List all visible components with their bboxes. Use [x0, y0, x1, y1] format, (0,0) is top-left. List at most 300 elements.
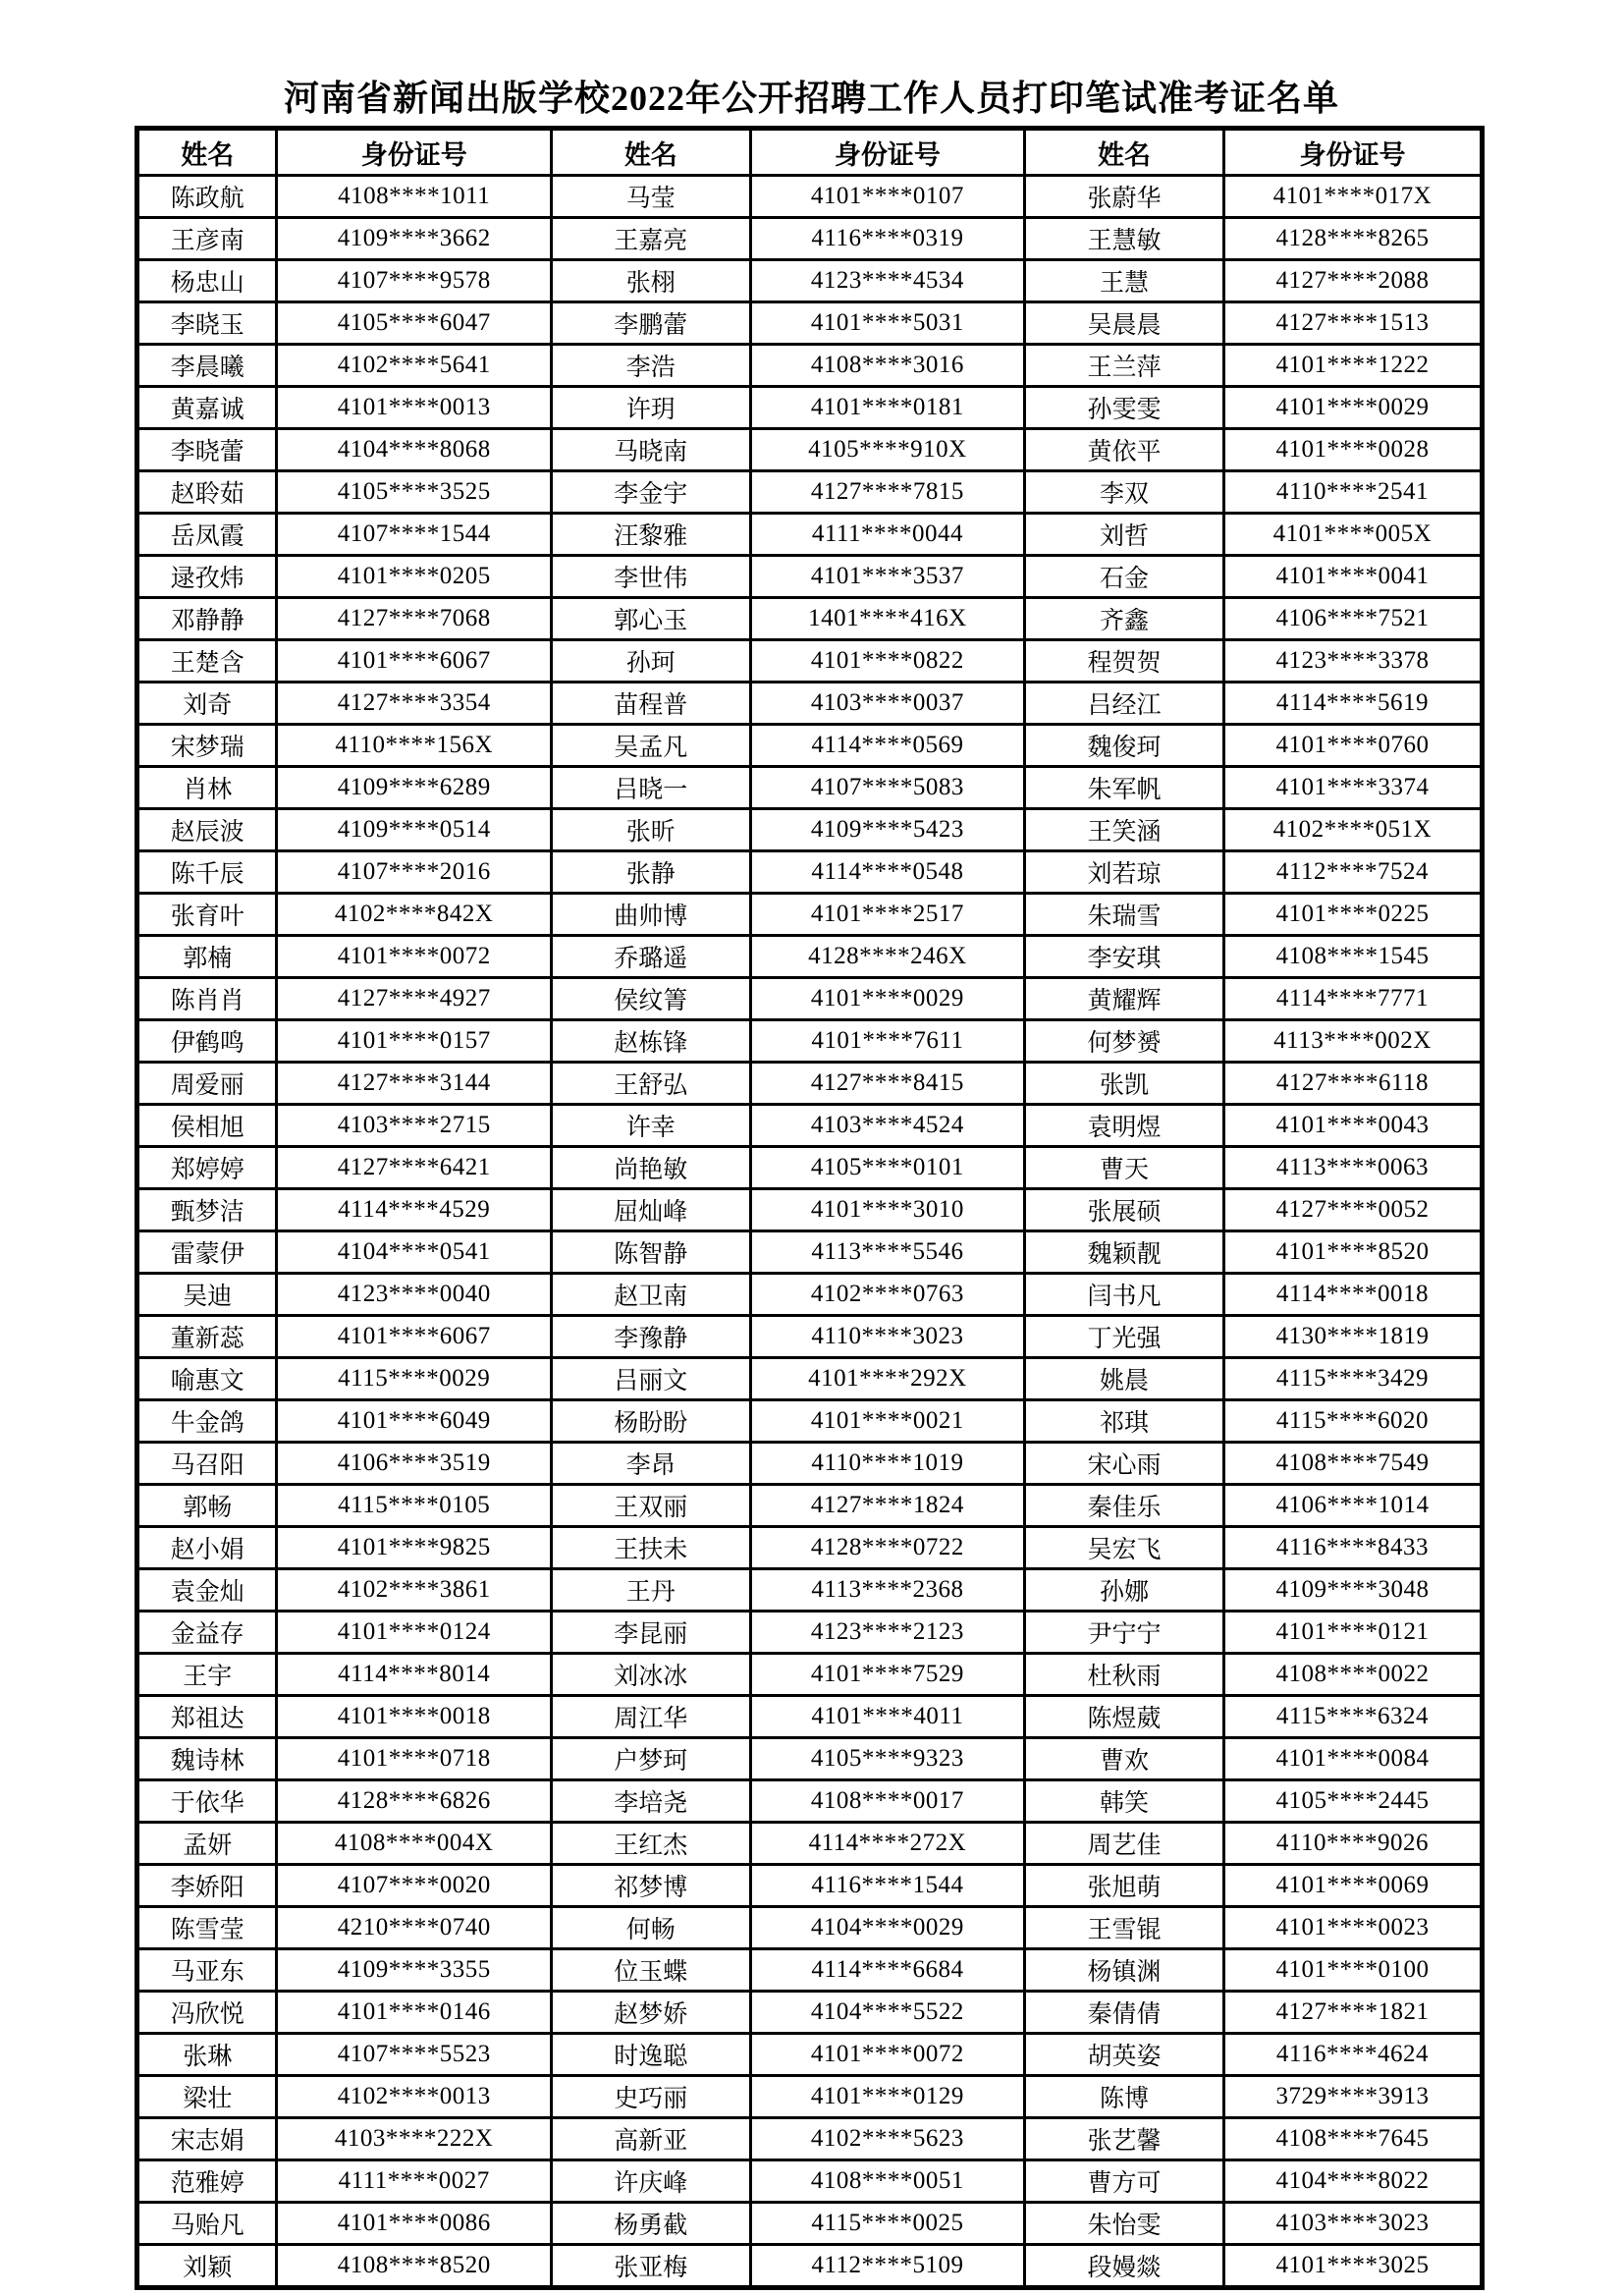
id-number-cell: 4115****0029: [277, 1358, 551, 1400]
table-row: [137, 471, 1483, 514]
id-number-cell: 4102****0763: [750, 1274, 1024, 1316]
name-cell: 孙雯雯: [1025, 387, 1224, 429]
name-cell: 许玥: [551, 387, 750, 429]
name-cell: 张静: [551, 851, 750, 894]
name-cell: 陈智静: [551, 1231, 750, 1274]
id-number-cell: 4101****6067: [277, 640, 551, 683]
header-name-3: 姓名: [1025, 129, 1224, 176]
table-row: [137, 683, 1483, 725]
id-number-cell: 4115****6020: [1223, 1400, 1482, 1443]
name-cell: 赵栋锋: [551, 1020, 750, 1063]
name-cell: 程贺贺: [1025, 640, 1224, 683]
table-row: [137, 894, 1483, 936]
name-cell: 史巧丽: [551, 2076, 750, 2118]
name-cell: 李晓玉: [137, 302, 277, 345]
name-cell: 孟妍: [137, 1823, 277, 1865]
id-number-cell: 4103****4524: [750, 1105, 1024, 1147]
name-cell: 周艺佳: [1025, 1823, 1224, 1865]
id-number-cell: 4108****0051: [750, 2160, 1024, 2203]
id-number-cell: 4116****4624: [1223, 2034, 1482, 2076]
id-number-cell: 4114****0548: [750, 851, 1024, 894]
name-cell: 吴迪: [137, 1274, 277, 1316]
id-number-cell: 4101****9825: [277, 1527, 551, 1569]
name-cell: 梁壮: [137, 2076, 277, 2118]
id-number-cell: 4108****7645: [1223, 2118, 1482, 2160]
table-row: [137, 1400, 1483, 1443]
id-number-cell: 4116****0319: [750, 218, 1024, 260]
id-number-cell: 4114****272X: [750, 1823, 1024, 1865]
name-cell: 魏颖靓: [1025, 1231, 1224, 1274]
id-number-cell: 4105****6047: [277, 302, 551, 345]
id-number-cell: 4123****4534: [750, 260, 1024, 302]
id-number-cell: 4112****5109: [750, 2245, 1024, 2288]
id-number-cell: 4105****910X: [750, 429, 1024, 471]
name-cell: 魏俊珂: [1025, 725, 1224, 767]
name-cell: 孙娜: [1025, 1569, 1224, 1612]
id-number-cell: 4123****0040: [277, 1274, 551, 1316]
name-cell: 张琳: [137, 2034, 277, 2076]
name-cell: 王慧: [1025, 260, 1224, 302]
name-cell: 王红杰: [551, 1823, 750, 1865]
id-number-cell: 4108****0022: [1223, 1654, 1482, 1696]
id-number-cell: 4101****0157: [277, 1020, 551, 1063]
id-number-cell: 4104****5522: [750, 1992, 1024, 2034]
table-body: [137, 176, 1483, 2288]
header-name-1: 姓名: [137, 129, 277, 176]
id-number-cell: 4101****7529: [750, 1654, 1024, 1696]
name-cell: 赵聆茹: [137, 471, 277, 514]
table-row: [137, 2160, 1483, 2203]
table-row: [137, 1907, 1483, 1949]
id-number-cell: 4108****1011: [277, 176, 551, 218]
id-number-cell: 4105****0101: [750, 1147, 1024, 1189]
name-cell: 李浩: [551, 345, 750, 387]
name-cell: 张亚梅: [551, 2245, 750, 2288]
id-number-cell: 4101****0013: [277, 387, 551, 429]
id-number-cell: 4110****1019: [750, 1443, 1024, 1485]
name-cell: 王彦南: [137, 218, 277, 260]
id-number-cell: 4101****0181: [750, 387, 1024, 429]
name-cell: 侯纹箐: [551, 978, 750, 1020]
id-number-cell: 4123****3378: [1223, 640, 1482, 683]
name-cell: 李晨曦: [137, 345, 277, 387]
id-number-cell: 4114****6684: [750, 1949, 1024, 1992]
name-cell: 黄嘉诚: [137, 387, 277, 429]
id-number-cell: 4106****1014: [1223, 1485, 1482, 1527]
name-cell: 逯孜炜: [137, 556, 277, 598]
table-row: [137, 345, 1483, 387]
id-number-cell: 4101****005X: [1223, 514, 1482, 556]
table-row: [137, 1443, 1483, 1485]
name-cell: 王楚含: [137, 640, 277, 683]
table-row: [137, 2203, 1483, 2245]
name-cell: 李昂: [551, 1443, 750, 1485]
name-cell: 宋志娟: [137, 2118, 277, 2160]
id-number-cell: 4127****1513: [1223, 302, 1482, 345]
name-cell: 马莹: [551, 176, 750, 218]
id-number-cell: 4102****5641: [277, 345, 551, 387]
id-number-cell: 4105****2445: [1223, 1780, 1482, 1823]
name-cell: 吴宏飞: [1025, 1527, 1224, 1569]
name-cell: 吕经江: [1025, 683, 1224, 725]
id-number-cell: 4210****0740: [277, 1907, 551, 1949]
table-row: [137, 767, 1483, 809]
name-cell: 李豫静: [551, 1316, 750, 1358]
table-row: [137, 1780, 1483, 1823]
id-number-cell: 4101****017X: [1223, 176, 1482, 218]
id-number-cell: 4108****8520: [277, 2245, 551, 2288]
name-cell: 王宇: [137, 1654, 277, 1696]
id-number-cell: 4103****2715: [277, 1105, 551, 1147]
id-number-cell: 4101****0225: [1223, 894, 1482, 936]
table-row: [137, 1231, 1483, 1274]
name-cell: 李双: [1025, 471, 1224, 514]
id-number-cell: 4101****0107: [750, 176, 1024, 218]
id-number-cell: 4102****5623: [750, 2118, 1024, 2160]
name-cell: 石金: [1025, 556, 1224, 598]
name-cell: 张蔚华: [1025, 176, 1224, 218]
id-number-cell: 4101****0124: [277, 1612, 551, 1654]
table-row: [137, 1696, 1483, 1738]
table-row: [137, 1949, 1483, 1992]
id-number-cell: 4108****1545: [1223, 936, 1482, 978]
id-number-cell: 4107****5083: [750, 767, 1024, 809]
id-number-cell: 4127****1824: [750, 1485, 1024, 1527]
id-number-cell: 4109****3355: [277, 1949, 551, 1992]
name-cell: 祁梦博: [551, 1865, 750, 1907]
table-row: [137, 851, 1483, 894]
id-number-cell: 4110****3023: [750, 1316, 1024, 1358]
id-number-cell: 4108****3016: [750, 345, 1024, 387]
id-number-cell: 4108****0017: [750, 1780, 1024, 1823]
name-cell: 张展硕: [1025, 1189, 1224, 1231]
name-cell: 朱军帆: [1025, 767, 1224, 809]
name-cell: 高新亚: [551, 2118, 750, 2160]
name-cell: 李晓蕾: [137, 429, 277, 471]
name-cell: 范雅婷: [137, 2160, 277, 2203]
name-cell: 郑祖达: [137, 1696, 277, 1738]
name-cell: 苗程普: [551, 683, 750, 725]
id-number-cell: 4114****4529: [277, 1189, 551, 1231]
name-cell: 王兰萍: [1025, 345, 1224, 387]
id-number-cell: 4127****6118: [1223, 1063, 1482, 1105]
name-cell: 杨盼盼: [551, 1400, 750, 1443]
table-row: [137, 1992, 1483, 2034]
name-cell: 孙珂: [551, 640, 750, 683]
name-cell: 王笑涵: [1025, 809, 1224, 851]
id-number-cell: 4103****0037: [750, 683, 1024, 725]
id-number-cell: 4106****7521: [1223, 598, 1482, 640]
name-cell: 何梦赟: [1025, 1020, 1224, 1063]
id-number-cell: 4111****0044: [750, 514, 1024, 556]
id-number-cell: 4101****0072: [750, 2034, 1024, 2076]
name-cell: 王慧敏: [1025, 218, 1224, 260]
id-number-cell: 4127****3144: [277, 1063, 551, 1105]
table-row: [137, 1063, 1483, 1105]
table-row: [137, 260, 1483, 302]
id-number-cell: 4110****2541: [1223, 471, 1482, 514]
id-number-cell: 4115****0025: [750, 2203, 1024, 2245]
id-number-cell: 4107****2016: [277, 851, 551, 894]
table-row: [137, 1823, 1483, 1865]
name-cell: 刘颖: [137, 2245, 277, 2288]
table-row: [137, 598, 1483, 640]
id-number-cell: 4101****0029: [1223, 387, 1482, 429]
name-cell: 陈千辰: [137, 851, 277, 894]
id-number-cell: 4101****0760: [1223, 725, 1482, 767]
id-number-cell: 4101****2517: [750, 894, 1024, 936]
name-cell: 宋梦瑞: [137, 725, 277, 767]
id-number-cell: 4101****0121: [1223, 1612, 1482, 1654]
name-cell: 段嫚燚: [1025, 2245, 1224, 2288]
name-cell: 吴孟凡: [551, 725, 750, 767]
id-number-cell: 4101****6067: [277, 1316, 551, 1358]
id-number-cell: 4127****7068: [277, 598, 551, 640]
id-number-cell: 4101****0822: [750, 640, 1024, 683]
name-cell: 陈政航: [137, 176, 277, 218]
id-number-cell: 4101****0043: [1223, 1105, 1482, 1147]
name-cell: 李鹏蕾: [551, 302, 750, 345]
table-row: [137, 218, 1483, 260]
name-cell: 尹宁宁: [1025, 1612, 1224, 1654]
id-number-cell: 4127****1821: [1223, 1992, 1482, 2034]
table-row: [137, 1105, 1483, 1147]
id-number-cell: 4114****0569: [750, 725, 1024, 767]
name-cell: 牛金鸽: [137, 1400, 277, 1443]
id-number-cell: 4104****0541: [277, 1231, 551, 1274]
name-cell: 姚晨: [1025, 1358, 1224, 1400]
id-number-cell: 4128****6826: [277, 1780, 551, 1823]
id-number-cell: 4113****5546: [750, 1231, 1024, 1274]
table-row: [137, 1189, 1483, 1231]
name-cell: 吕丽文: [551, 1358, 750, 1400]
name-cell: 赵辰波: [137, 809, 277, 851]
name-cell: 秦倩倩: [1025, 1992, 1224, 2034]
id-number-cell: 4101****0146: [277, 1992, 551, 2034]
name-cell: 刘若琼: [1025, 851, 1224, 894]
id-number-cell: 4101****3010: [750, 1189, 1024, 1231]
name-cell: 冯欣悦: [137, 1992, 277, 2034]
name-cell: 王双丽: [551, 1485, 750, 1527]
table-row: [137, 1485, 1483, 1527]
id-number-cell: 4101****1222: [1223, 345, 1482, 387]
table-row: [137, 1865, 1483, 1907]
id-number-cell: 4101****0069: [1223, 1865, 1482, 1907]
table-row: [137, 514, 1483, 556]
name-cell: 侯相旭: [137, 1105, 277, 1147]
id-number-cell: 4101****0205: [277, 556, 551, 598]
name-cell: 吴晨晨: [1025, 302, 1224, 345]
name-cell: 雷蒙伊: [137, 1231, 277, 1274]
id-number-cell: 4116****1544: [750, 1865, 1024, 1907]
id-number-cell: 4109****6289: [277, 767, 551, 809]
id-number-cell: 4107****1544: [277, 514, 551, 556]
name-cell: 张旭萌: [1025, 1865, 1224, 1907]
table-row: [137, 2118, 1483, 2160]
page-title: 河南省新闻出版学校2022年公开招聘工作人员打印笔试准考证名单: [283, 79, 1339, 118]
name-cell: 张育叶: [137, 894, 277, 936]
name-cell: 郑婷婷: [137, 1147, 277, 1189]
name-cell: 曲帅博: [551, 894, 750, 936]
id-number-cell: 4103****3023: [1223, 2203, 1482, 2245]
name-cell: 黄依平: [1025, 429, 1224, 471]
name-cell: 赵小娟: [137, 1527, 277, 1569]
name-cell: 李世伟: [551, 556, 750, 598]
id-number-cell: 4108****004X: [277, 1823, 551, 1865]
id-number-cell: 4101****0084: [1223, 1738, 1482, 1780]
id-number-cell: 4113****002X: [1223, 1020, 1482, 1063]
name-cell: 刘哲: [1025, 514, 1224, 556]
name-cell: 何畅: [551, 1907, 750, 1949]
name-cell: 杨勇截: [551, 2203, 750, 2245]
name-cell: 祁琪: [1025, 1400, 1224, 1443]
name-cell: 杨镇渊: [1025, 1949, 1224, 1992]
id-number-cell: 4104****0029: [750, 1907, 1024, 1949]
header-id-number-1: 身份证号: [277, 129, 551, 176]
table-row: [137, 2034, 1483, 2076]
name-cell: 朱瑞雪: [1025, 894, 1224, 936]
header-id-number-2: 身份证号: [750, 129, 1024, 176]
table-row: [137, 640, 1483, 683]
name-cell: 位玉蝶: [551, 1949, 750, 1992]
name-cell: 魏诗林: [137, 1738, 277, 1780]
id-number-cell: 4107****9578: [277, 260, 551, 302]
id-number-cell: 4108****7549: [1223, 1443, 1482, 1485]
name-cell: 王舒弘: [551, 1063, 750, 1105]
name-cell: 王丹: [551, 1569, 750, 1612]
id-number-cell: 4113****0063: [1223, 1147, 1482, 1189]
id-number-cell: 4104****8022: [1223, 2160, 1482, 2203]
name-cell: 肖林: [137, 767, 277, 809]
table-row: [137, 176, 1483, 218]
id-number-cell: 4114****0018: [1223, 1274, 1482, 1316]
id-number-cell: 4101****0018: [277, 1696, 551, 1738]
id-number-cell: 4127****2088: [1223, 260, 1482, 302]
id-number-cell: 4101****5031: [750, 302, 1024, 345]
name-cell: 韩笑: [1025, 1780, 1224, 1823]
name-cell: 杜秋雨: [1025, 1654, 1224, 1696]
name-cell: 户梦珂: [551, 1738, 750, 1780]
id-number-cell: 4109****3662: [277, 218, 551, 260]
id-number-cell: 4102****842X: [277, 894, 551, 936]
name-cell: 赵梦娇: [551, 1992, 750, 2034]
id-number-cell: 4101****0100: [1223, 1949, 1482, 1992]
name-cell: 马亚东: [137, 1949, 277, 1992]
id-number-cell: 4111****0027: [277, 2160, 551, 2203]
name-cell: 马晓南: [551, 429, 750, 471]
name-cell: 陈肖肖: [137, 978, 277, 1020]
name-cell: 王嘉亮: [551, 218, 750, 260]
id-number-cell: 4128****246X: [750, 936, 1024, 978]
id-number-cell: 4102****051X: [1223, 809, 1482, 851]
table-row: [137, 1020, 1483, 1063]
id-number-cell: 4101****0029: [750, 978, 1024, 1020]
name-cell: 马召阳: [137, 1443, 277, 1485]
name-cell: 甄梦洁: [137, 1189, 277, 1231]
id-number-cell: 4101****3374: [1223, 767, 1482, 809]
name-cell: 尚艳敏: [551, 1147, 750, 1189]
id-number-cell: 4105****3525: [277, 471, 551, 514]
name-cell: 王扶未: [551, 1527, 750, 1569]
name-cell: 屈灿峰: [551, 1189, 750, 1231]
name-cell: 张艺馨: [1025, 2118, 1224, 2160]
name-cell: 董新蕊: [137, 1316, 277, 1358]
id-number-cell: 4114****5619: [1223, 683, 1482, 725]
name-cell: 王雪锟: [1025, 1907, 1224, 1949]
table-row: [137, 1654, 1483, 1696]
table-row: [137, 2245, 1483, 2288]
id-number-cell: 4114****8014: [277, 1654, 551, 1696]
name-cell: 李安琪: [1025, 936, 1224, 978]
name-cell: 黄耀辉: [1025, 978, 1224, 1020]
name-cell: 闫书凡: [1025, 1274, 1224, 1316]
table-row: [137, 302, 1483, 345]
header-name-2: 姓名: [551, 129, 750, 176]
table-row: [137, 725, 1483, 767]
id-number-cell: 4101****0072: [277, 936, 551, 978]
id-number-cell: 4101****0129: [750, 2076, 1024, 2118]
name-cell: 张凯: [1025, 1063, 1224, 1105]
name-cell: 郭楠: [137, 936, 277, 978]
name-cell: 杨忠山: [137, 260, 277, 302]
table-row: [137, 1612, 1483, 1654]
id-number-cell: 4101****3537: [750, 556, 1024, 598]
name-cell: 许庆峰: [551, 2160, 750, 2203]
name-cell: 喻惠文: [137, 1358, 277, 1400]
name-cell: 于依华: [137, 1780, 277, 1823]
table-header-row: [137, 129, 1483, 176]
name-cell: 刘奇: [137, 683, 277, 725]
name-cell: 邓静静: [137, 598, 277, 640]
name-cell: 刘冰冰: [551, 1654, 750, 1696]
id-number-cell: 1401****416X: [750, 598, 1024, 640]
id-number-cell: 4102****3861: [277, 1569, 551, 1612]
id-number-cell: 4115****3429: [1223, 1358, 1482, 1400]
id-number-cell: 4115****0105: [277, 1485, 551, 1527]
name-cell: 朱怡雯: [1025, 2203, 1224, 2245]
id-number-cell: 4105****9323: [750, 1738, 1024, 1780]
id-number-cell: 4128****8265: [1223, 218, 1482, 260]
name-cell: 汪黎雅: [551, 514, 750, 556]
id-number-cell: 4115****6324: [1223, 1696, 1482, 1738]
name-cell: 乔璐遥: [551, 936, 750, 978]
table-row: [137, 387, 1483, 429]
id-number-cell: 4101****0718: [277, 1738, 551, 1780]
table-row: [137, 429, 1483, 471]
name-cell: 胡英姿: [1025, 2034, 1224, 2076]
name-cell: 秦佳乐: [1025, 1485, 1224, 1527]
id-number-cell: 4101****292X: [750, 1358, 1024, 1400]
id-number-cell: 4110****9026: [1223, 1823, 1482, 1865]
id-number-cell: 4103****222X: [277, 2118, 551, 2160]
name-cell: 陈博: [1025, 2076, 1224, 2118]
id-number-cell: 4104****8068: [277, 429, 551, 471]
table-row: [137, 1147, 1483, 1189]
id-number-cell: 4127****4927: [277, 978, 551, 1020]
id-number-cell: 4123****2123: [750, 1612, 1024, 1654]
name-cell: 张昕: [551, 809, 750, 851]
id-number-cell: 4101****0028: [1223, 429, 1482, 471]
id-number-cell: 4102****0013: [277, 2076, 551, 2118]
id-number-cell: 4127****6421: [277, 1147, 551, 1189]
id-number-cell: 4106****3519: [277, 1443, 551, 1485]
table-row: [137, 556, 1483, 598]
id-number-cell: 4109****0514: [277, 809, 551, 851]
name-cell: 袁金灿: [137, 1569, 277, 1612]
table-row: [137, 1358, 1483, 1400]
name-cell: 陈煜葳: [1025, 1696, 1224, 1738]
name-cell: 曹欢: [1025, 1738, 1224, 1780]
